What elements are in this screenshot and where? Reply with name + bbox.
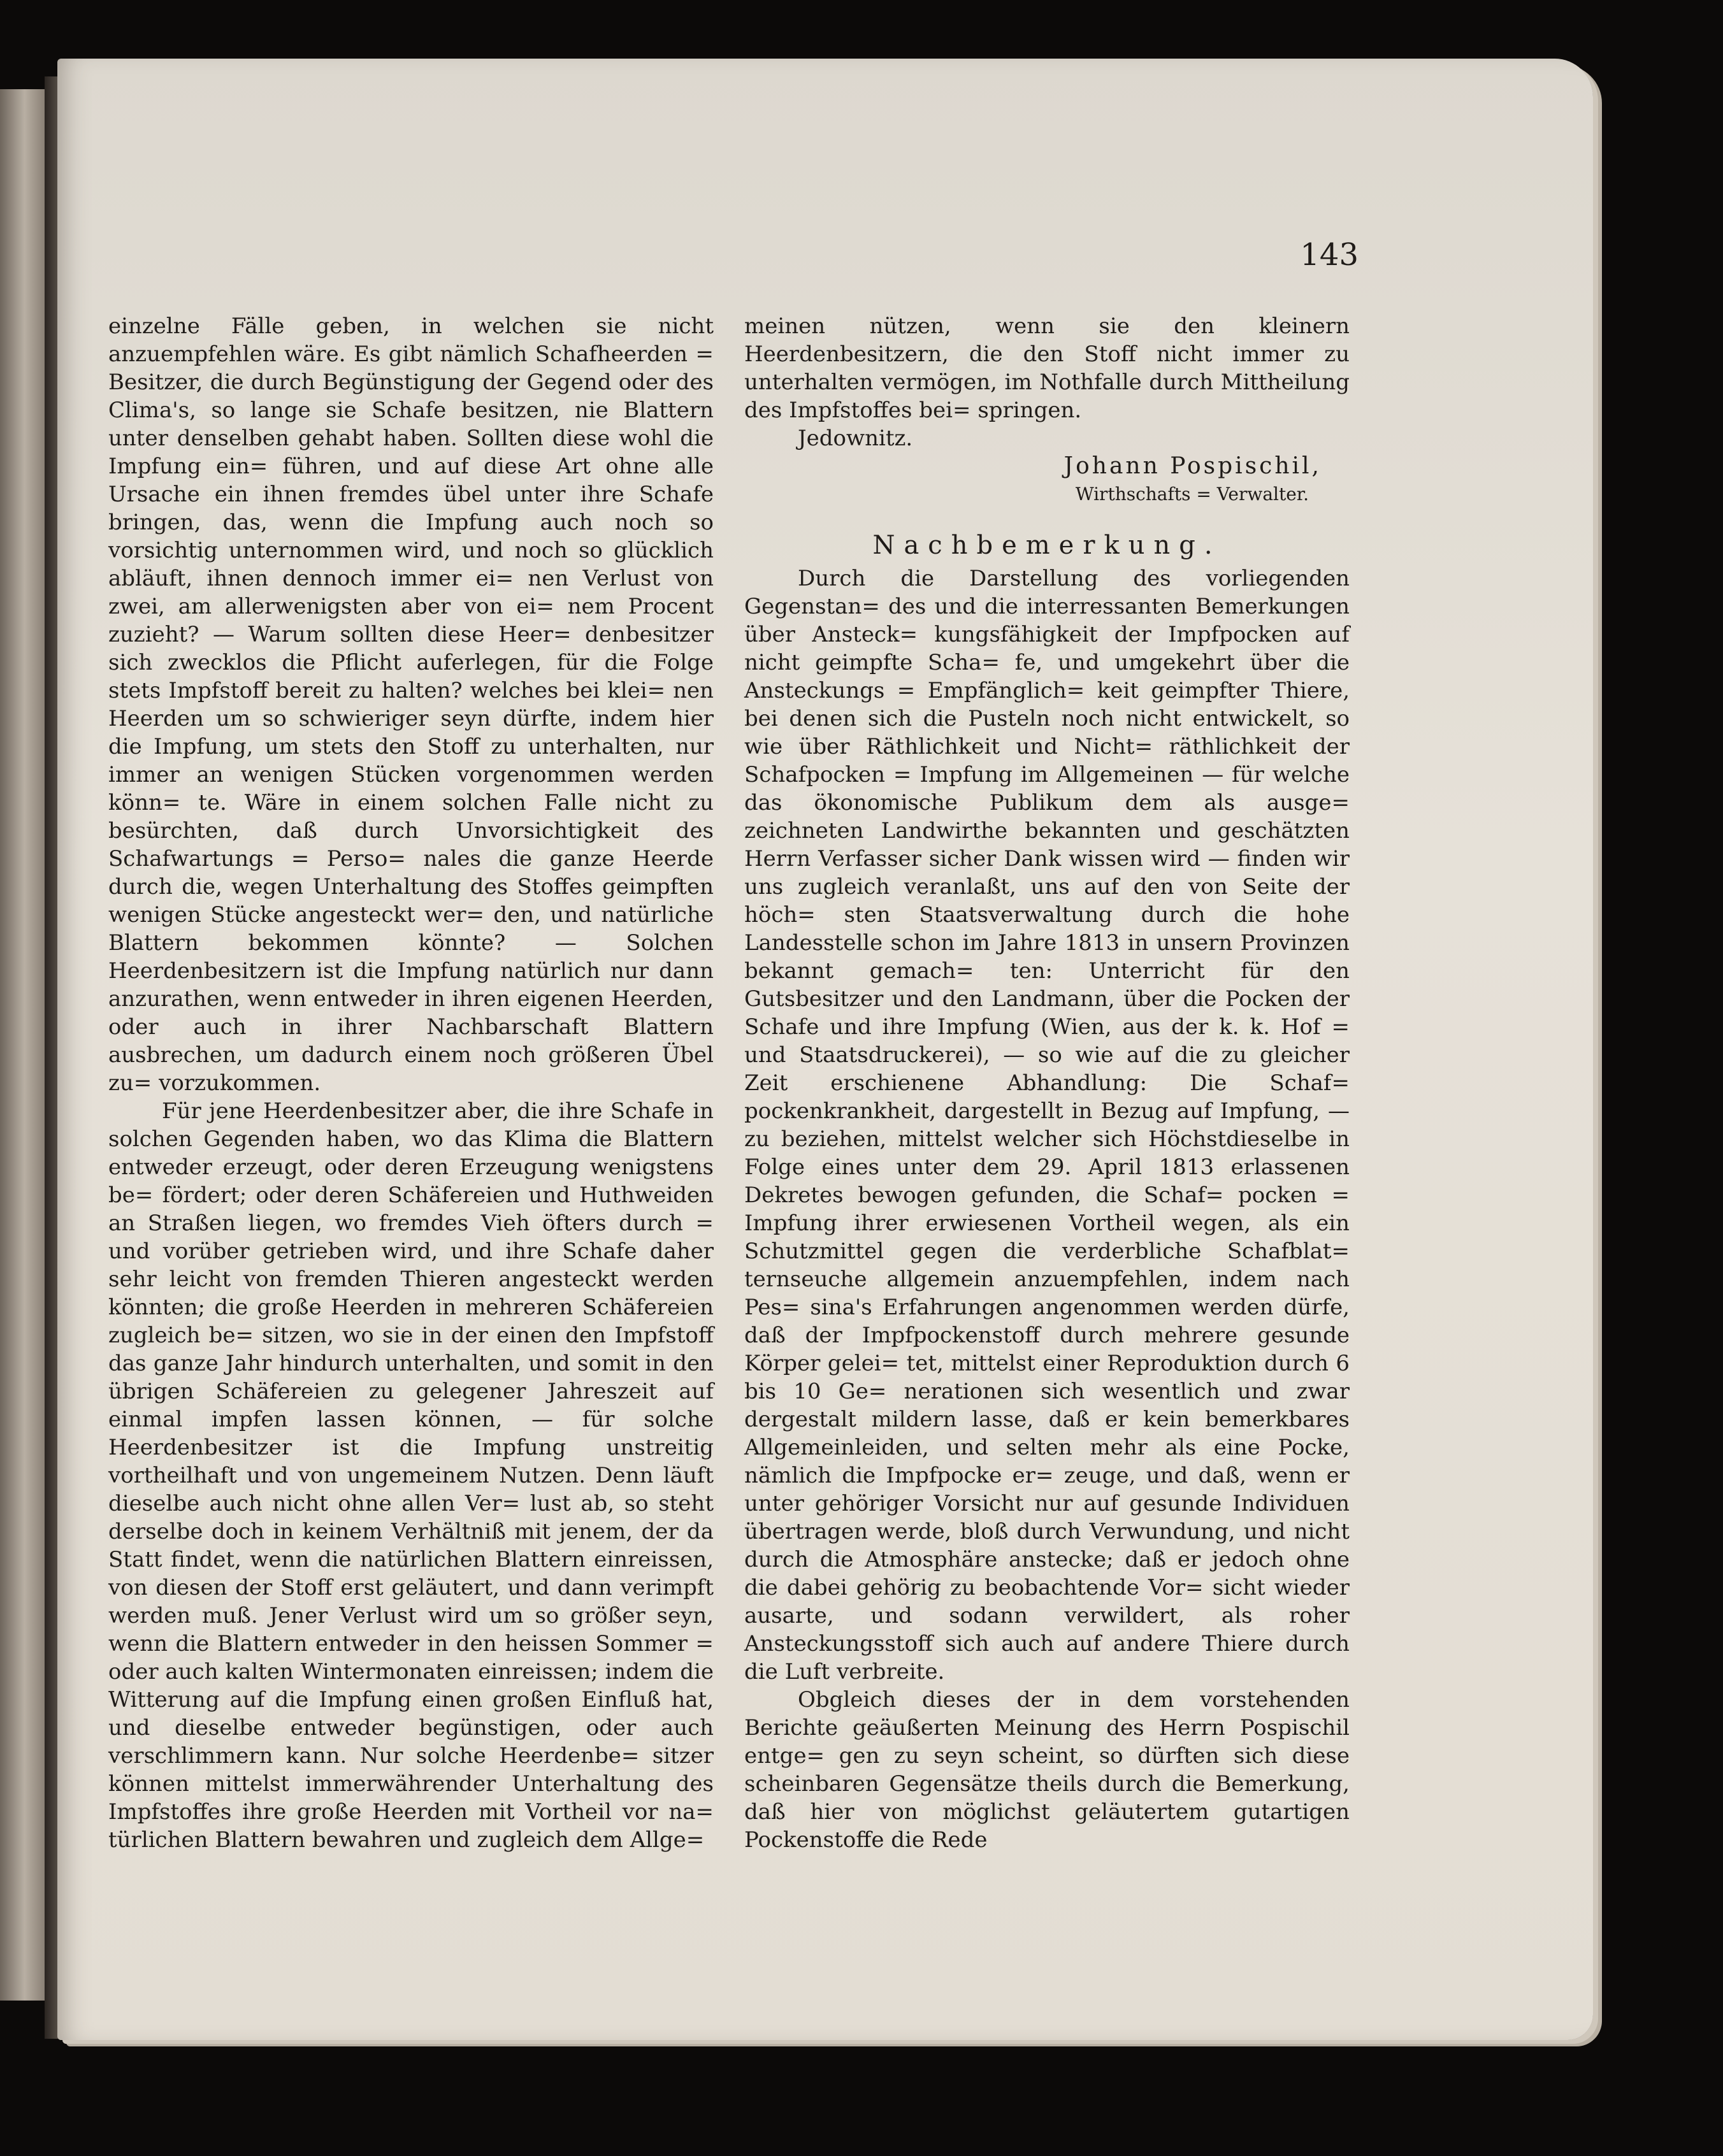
place-line: Jedownitz.: [798, 426, 913, 451]
right-paragraph-1: Durch die Darstellung des vorliegenden Gegenstan= des und die interressanten Bemerkungen über Ansteck= kungsfähigkeit der Impfpocken auf nicht geimpfte Scha= fe, und umgekehrt über die Ansteckungs = Empfänglich= keit geimpfter Thiere, bei denen sich die Pusteln noch nicht entwickelt, so wie über Räthlichkeit und Nicht= räthlichkeit der Schafpocken = Impfung im Allgemeinen — für welche das ökonomische Publikum dem als ausge= zeichneten Landwirthe bekannten und geschätzten Herrn Verfasser sicher Dank wissen wird — finden wir uns zugleich veranlaßt, uns auf den von Seite der höch= sten Staatsverwaltung durch die hohe Landesstelle schon im Jahre 1813 in unsern Provinzen bekannt gemach= ten: Unterricht für den Gutsbesitzer und den Landmann, über die Pocken der Schafe und ihre Impfung (Wien, aus der k. k. Hof = und Staatsdruckerei), — so wie auf die zu gleicher Zeit erschienene Abhandlung: Die Schaf= pockenkrankheit, dargestellt in Bezug auf Impfung, — zu beziehen, mittelst welcher sich Höchstdieselbe in Folge eines unter dem 29. April 1813 erlassenen Dekretes bewogen gefunden, die Schaf= pocken = Impfung ihrer erwiesenen Vortheil wegen, als ein Schutzmittel gegen die verderbliche Schafblat= ternseuche allgemein anzuempfehlen, indem nach Pes= sina's Erfahrungen angenommen werden dürfe, daß der Impfpockenstoff durch mehrere gesunde Körper gelei= tet, mittelst einer Reproduktion durch 6 bis 10 Ge= nerationen sich wesentlich und zwar dergestalt mildern lasse, daß er kein bemerkbares Allgemeinleiden, und selten mehr als eine Pocke, nämlich die Impfpocke er= zeuge, und daß, wenn er unter gehöriger Vorsicht nur auf gesunde Individuen übertragen werde, bloß durch Verwundung, und nicht durch die Atmosphäre anstecke; daß er jedoch ohne die dabei gehörig zu beobachtende Vor= sicht wieder ausarte, und sodann verwildert, als roher Ansteckungsstoff sich auch auf andere Thiere durch die Luft verbreite.: [744, 566, 1350, 1685]
section-heading: Nachbemerkung.: [872, 531, 1222, 560]
right-paragraph-2: Obgleich dieses der in dem vorstehenden Berichte geäußerten Meinung des Herrn Pospischil entge= gen zu seyn scheint, so dürften sich diese scheinbaren Gegensätze theils durch die Bemerkung, daß hier von möglichst geläutertem gutartigen Pockenstoffe die Rede: [744, 1687, 1350, 1853]
facing-page-edge: [0, 89, 45, 2001]
right-column: [744, 312, 1350, 1854]
signature-name: Johann Pospischil,: [1063, 453, 1322, 479]
left-paragraph-2: Für jene Heerdenbesitzer aber, die ihre Schafe in solchen Gegenden haben, wo das Klima die Blattern entweder erzeugt, oder deren Erzeugung wenigstens be= fördert; oder deren Schäfereien und Huthweiden an Straßen liegen, wo fremdes Vieh öfters durch = und vorüber getrieben wird, und ihre Schafe daher sehr leicht von fremden Thieren angesteckt werden könnten; die große Heerden in mehreren Schäfereien zugleich be= sitzen, wo sie in der einen den Impfstoff das ganze Jahr hindurch unterhalten, und somit in den übrigen Schäfereien zu gelegener Jahreszeit auf einmal impfen lassen können, — für solche Heerdenbesitzer ist die Impfung unstreitig vortheilhaft und von ungemeinem Nutzen. Denn läuft dieselbe auch nicht ohne allen Ver= lust ab, so steht derselbe doch in keinem Verhältniß mit jenem, der da Statt findet, wenn die natürlichen Blattern einreissen, von diesen der Stoff erst geläutert, und dann verimpft werden muß. Jener Verlust wird um so größer seyn, wenn die Blattern entweder in den heissen Sommer = oder auch kalten Wintermonaten einreissen; indem die Witterung auf die Impfung einen großen Einfluß hat, und dieselbe entweder begünstigen, oder auch verschlimmern kann. Nur solche Heerdenbe= sitzer können mittelst immerwährender Unterhaltung des Impfstoffes ihre große Heerden mit Vortheil vor na= türlichen Blattern bewahren und zugleich dem Allge=: [108, 1098, 714, 1853]
left-column: [108, 312, 714, 1854]
left-paragraph-1: einzelne Fälle geben, in welchen sie nicht anzuempfehlen wäre. Es gibt nämlich Schafheerden = Besitzer, die durch Begünstigung der Gegend oder des Clima's, so lange sie Schafe besitzen, nie Blattern unter denselben gehabt haben. Sollten diese wohl die Impfung ein= führen, und auf diese Art ohne alle Ursache ein ihnen fremdes übel unter ihre Schafe bringen, das, wenn die Impfung auch noch so vorsichtig unternommen wird, und noch so glücklich abläuft, ihnen dennoch immer ei= nen Verlust von zwei, am allerwenigsten aber von ei= nem Procent zuzieht? — Warum sollten diese Heer= denbesitzer sich zwecklos die Pflicht auferlegen, für die Folge stets Impfstoff bereit zu halten? welches bei klei= nen Heerden um so schwieriger seyn dürfte, indem hier die Impfung, um stets den Stoff zu unterhalten, nur immer an wenigen Stücken vorgenommen werden könn= te. Wäre in einem solchen Falle nicht zu besürchten, daß durch Unvorsichtigkeit des Schafwartungs = Perso= nales die ganze Heerde durch die, wegen Unterhaltung des Stoffes geimpften wenigen Stücke angesteckt wer= den, und natürliche Blattern bekommen könnte? — Solchen Heerdenbesitzern ist die Impfung natürlich nur dann anzurathen, wenn entweder in ihren eigenen Heerden, oder auch in ihrer Nachbarschaft Blattern ausbrechen, um dadurch einem noch größeren Übel zu= vorzukommen.: [108, 313, 714, 1096]
signature-role: Wirthschafts = Verwalter.: [1075, 484, 1309, 505]
right-continuation: meinen nützen, wenn sie den kleinern Heerdenbesitzern, die den Stoff nicht immer zu unterhalten vermögen, im Nothfalle durch Mittheilung des Impfstoffes bei= springen.: [744, 313, 1350, 423]
page-number: 143: [1300, 237, 1359, 273]
